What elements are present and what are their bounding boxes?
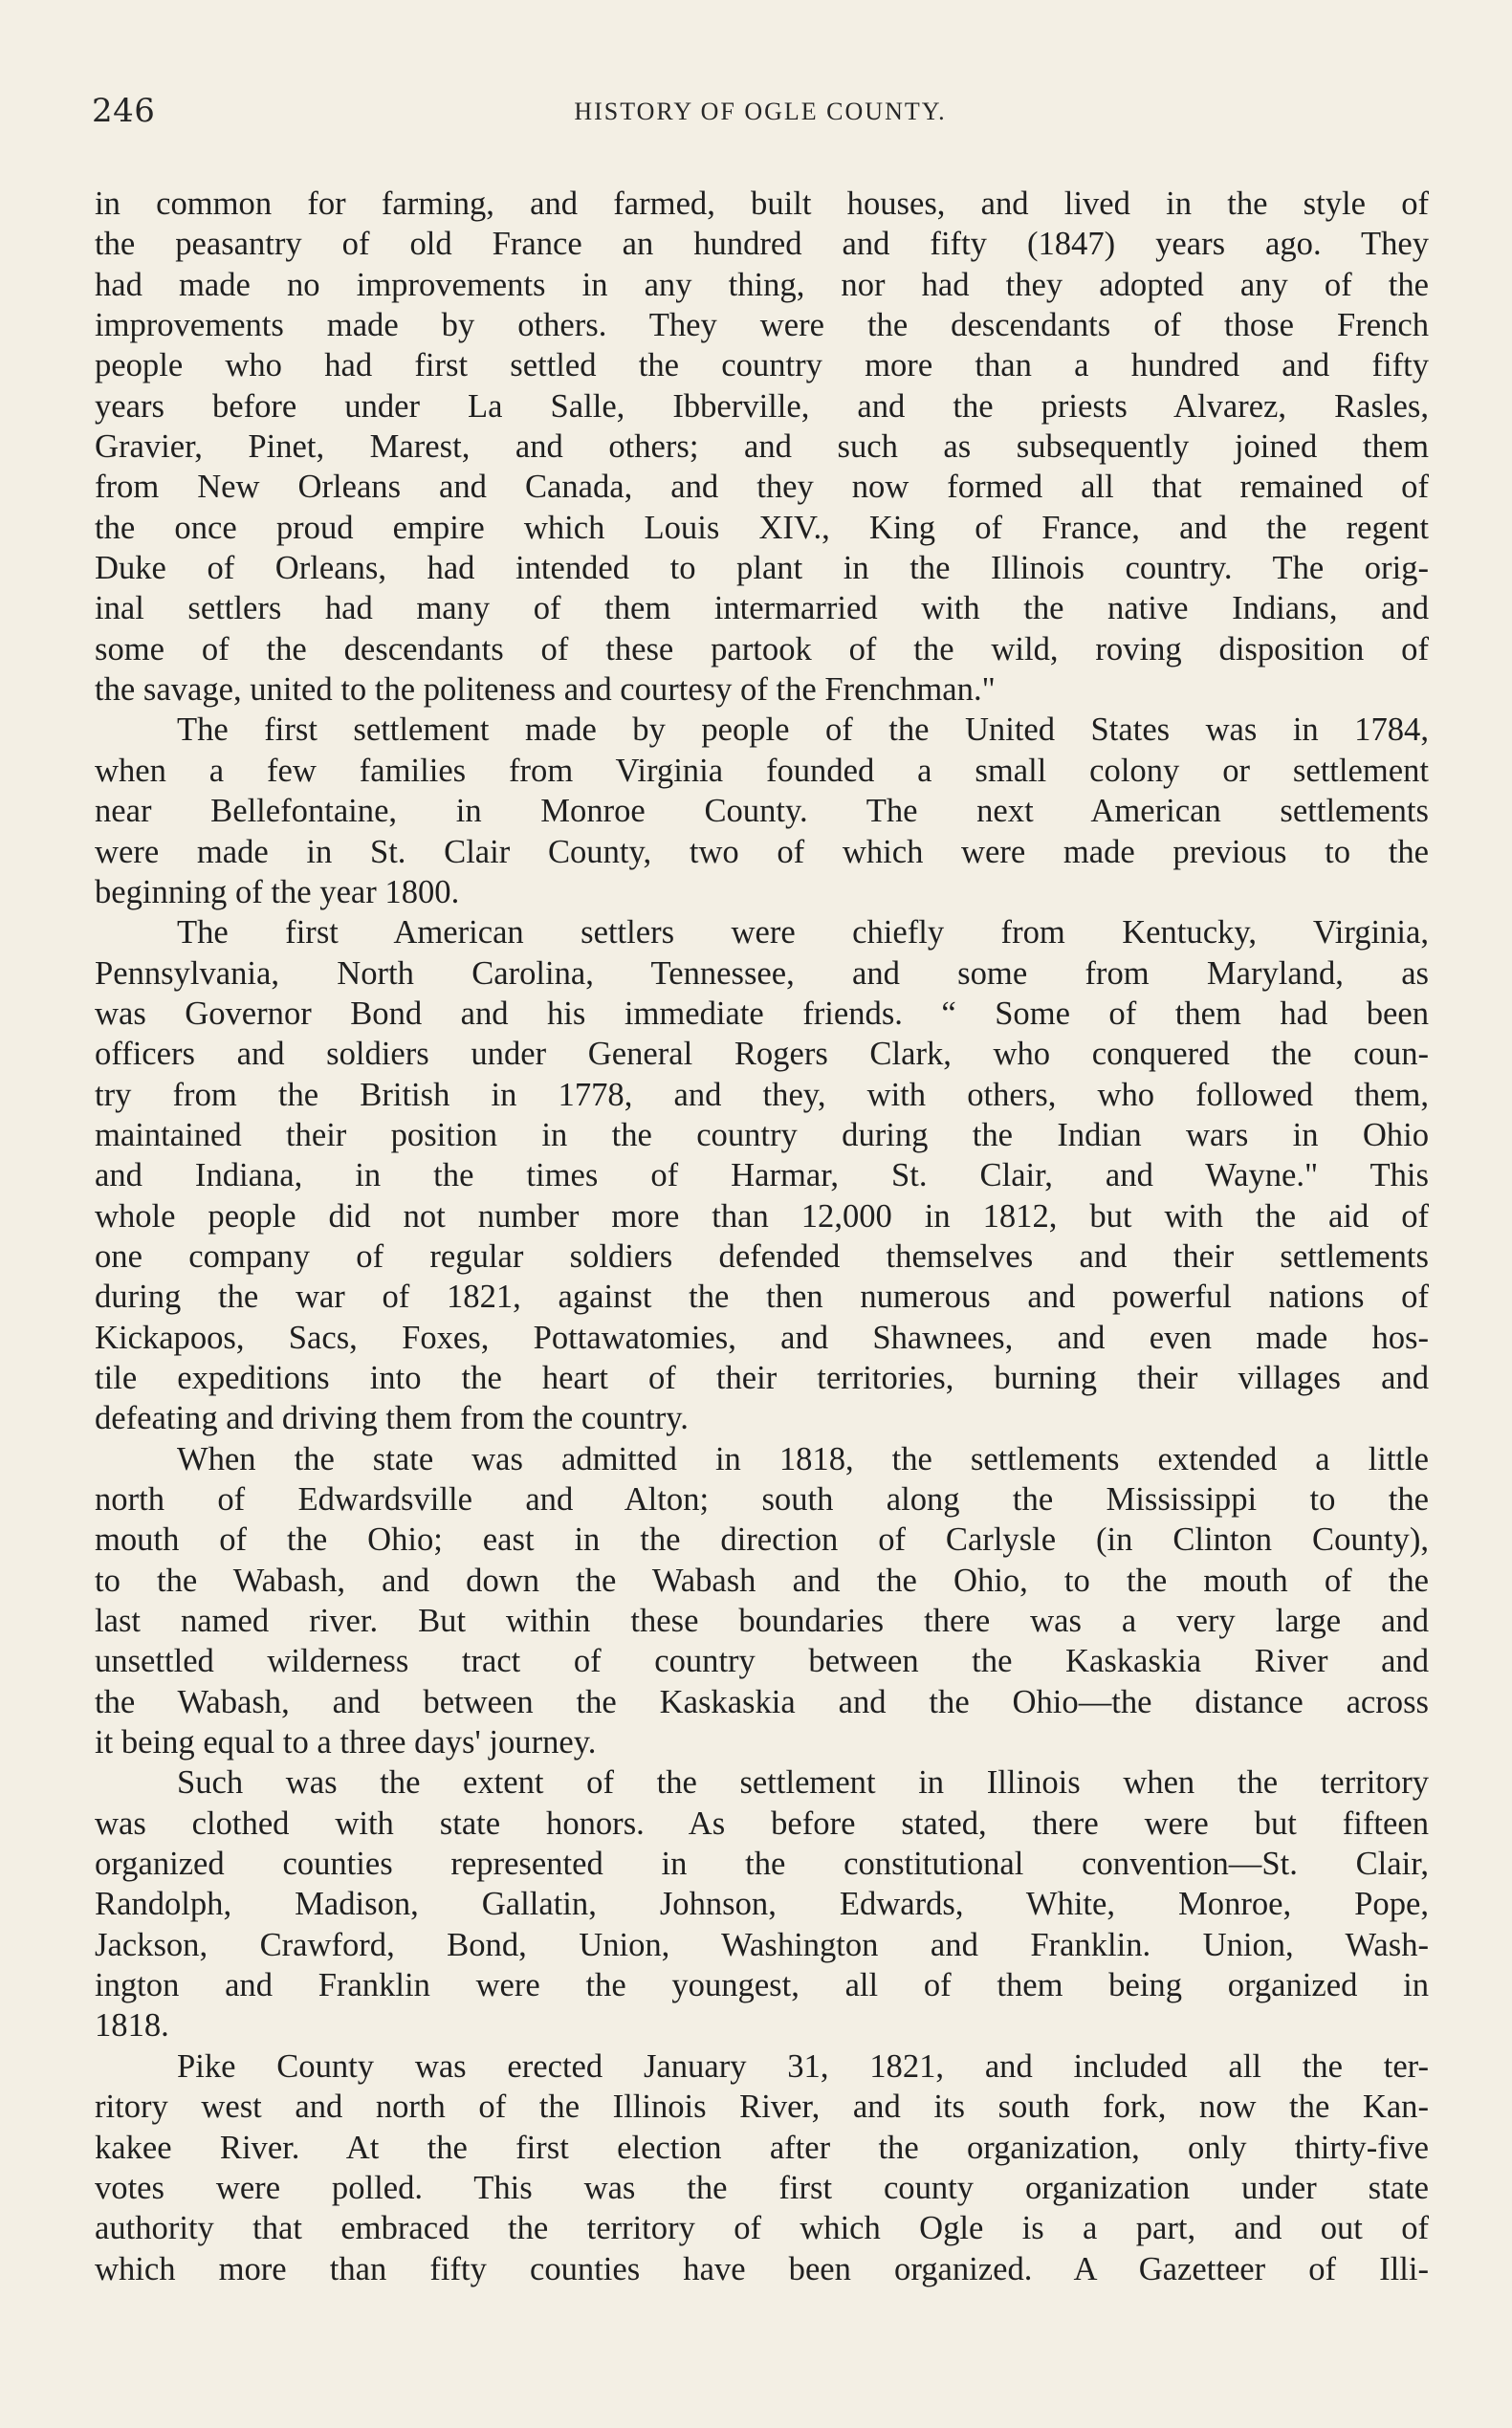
text-line: some of the descendants of these partook of the wild, roving disposition of: [95, 630, 1429, 667]
text-line: unsettled wilderness tract of country between the Kaskaskia River and: [95, 1643, 1429, 1680]
text-line: Such was the extent of the settlement in Illinois when the territory: [177, 1764, 1429, 1802]
text-line: votes were polled. This was the first county organization under state: [95, 2169, 1429, 2206]
text-line: Randolph, Madison, Gallatin, Johnson, Edwards, White, Monroe, Pope,: [95, 1886, 1429, 1923]
text-line: which more than fifty counties have been organized. A Gazetteer of Illi-: [95, 2250, 1429, 2287]
text-line: from New Orleans and Canada, and they now formed all that remained of: [95, 469, 1429, 506]
text-line: ington and Franklin were the youngest, all of them being organized in: [95, 1967, 1429, 2004]
text-line: the peasantry of old France an hundred and fifty (1847) years ago. They: [95, 226, 1429, 263]
text-line: had made no improvements in any thing, nor had they adopted any of the: [95, 266, 1429, 303]
text-line: try from the British in 1778, and they, with others, who followed them,: [95, 1076, 1429, 1113]
text-line: 1818.: [95, 2007, 169, 2045]
text-line: Duke of Orleans, had intended to plant in the Illinois country. The orig-: [95, 550, 1429, 587]
text-line: people who had first settled the country more than a hundred and fifty: [95, 347, 1429, 384]
body-text: [95, 184, 1429, 2289]
text-line: was clothed with state honors. As before stated, there were but fifteen: [95, 1805, 1429, 1842]
text-line: in common for farming, and farmed, built houses, and lived in the style of: [95, 186, 1429, 222]
text-line: Pike County was erected January 31, 1821, and included all the ter-: [177, 2047, 1429, 2085]
text-line: defeating and driving them from the country.: [95, 1400, 689, 1437]
text-line: and Indiana, in the times of Harmar, St. Clair, and Wayne." This: [95, 1157, 1429, 1194]
text-line: years before under La Salle, Ibberville, and the priests Alvarez, Rasles,: [95, 387, 1429, 425]
text-line: the once proud empire which Louis XIV., King of France, and the regent: [95, 509, 1429, 546]
text-line: during the war of 1821, against the then numerous and powerful nations of: [95, 1279, 1429, 1316]
text-line: authority that embraced the territory of which Ogle is a part, and out of: [95, 2210, 1429, 2247]
text-line: last named river. But within these boundaries there was a very large and: [95, 1603, 1429, 1640]
text-line: improvements made by others. They were the descendants of those French: [95, 307, 1429, 344]
text-line: Kickapoos, Sacs, Foxes, Pottawatomies, and Shawnees, and even made hos-: [95, 1319, 1429, 1356]
running-head: HISTORY OF OGLE COUNTY.: [574, 98, 947, 125]
text-line: When the state was admitted in 1818, the settlements extended a little: [177, 1440, 1429, 1477]
text-line: Jackson, Crawford, Bond, Union, Washington and Franklin. Union, Wash-: [95, 1926, 1429, 1963]
text-line: ritory west and north of the Illinois River, and its south fork, now the Kan-: [95, 2089, 1429, 2126]
text-line: whole people did not number more than 12,000 in 1812, but with the aid of: [95, 1197, 1429, 1235]
text-line: mouth of the Ohio; east in the direction of Carlysle (in Clinton County),: [95, 1521, 1429, 1559]
text-line: to the Wabash, and down the Wabash and the Ohio, to the mouth of the: [95, 1562, 1429, 1599]
page-number: 246: [92, 92, 156, 130]
text-line: were made in St. Clair County, two of which were made previous to the: [95, 833, 1429, 870]
text-line: Pennsylvania, North Carolina, Tennessee, and some from Maryland, as: [95, 954, 1429, 992]
text-line: The first American settlers were chiefly from Kentucky, Virginia,: [177, 914, 1429, 952]
text-line: Gravier, Pinet, Marest, and others; and such as subsequently joined them: [95, 428, 1429, 466]
text-line: it being equal to a three days' journey.: [95, 1724, 597, 1761]
text-line: north of Edwardsville and Alton; south along the Mississippi to the: [95, 1481, 1429, 1518]
text-line: near Bellefontaine, in Monroe County. The next American settlements: [95, 793, 1429, 830]
text-line: kakee River. At the first election after the organization, only thirty-five: [95, 2129, 1429, 2166]
text-line: maintained their position in the country during the Indian wars in Ohio: [95, 1116, 1429, 1153]
text-line: was Governor Bond and his immediate friends. “ Some of them had been: [95, 995, 1429, 1032]
text-line: the savage, united to the politeness and courtesy of the Frenchman.": [95, 671, 996, 709]
page-header: [92, 92, 1429, 140]
text-line: organized counties represented in the constitutional convention—St. Clair,: [95, 1846, 1429, 1883]
text-line: tile expeditions into the heart of their territories, burning their villages and: [95, 1359, 1429, 1396]
text-line: The first settlement made by people of the United States was in 1784,: [177, 711, 1429, 749]
text-line: when a few families from Virginia founded a small colony or settlement: [95, 752, 1429, 789]
text-line: inal settlers had many of them intermarried with the native Indians, and: [95, 590, 1429, 627]
text-line: beginning of the year 1800.: [95, 873, 460, 910]
text-line: the Wabash, and between the Kaskaskia and the Ohio—the distance across: [95, 1683, 1429, 1720]
text-line: officers and soldiers under General Rogers Clark, who conquered the coun-: [95, 1036, 1429, 1073]
text-line: one company of regular soldiers defended themselves and their settlements: [95, 1237, 1429, 1275]
